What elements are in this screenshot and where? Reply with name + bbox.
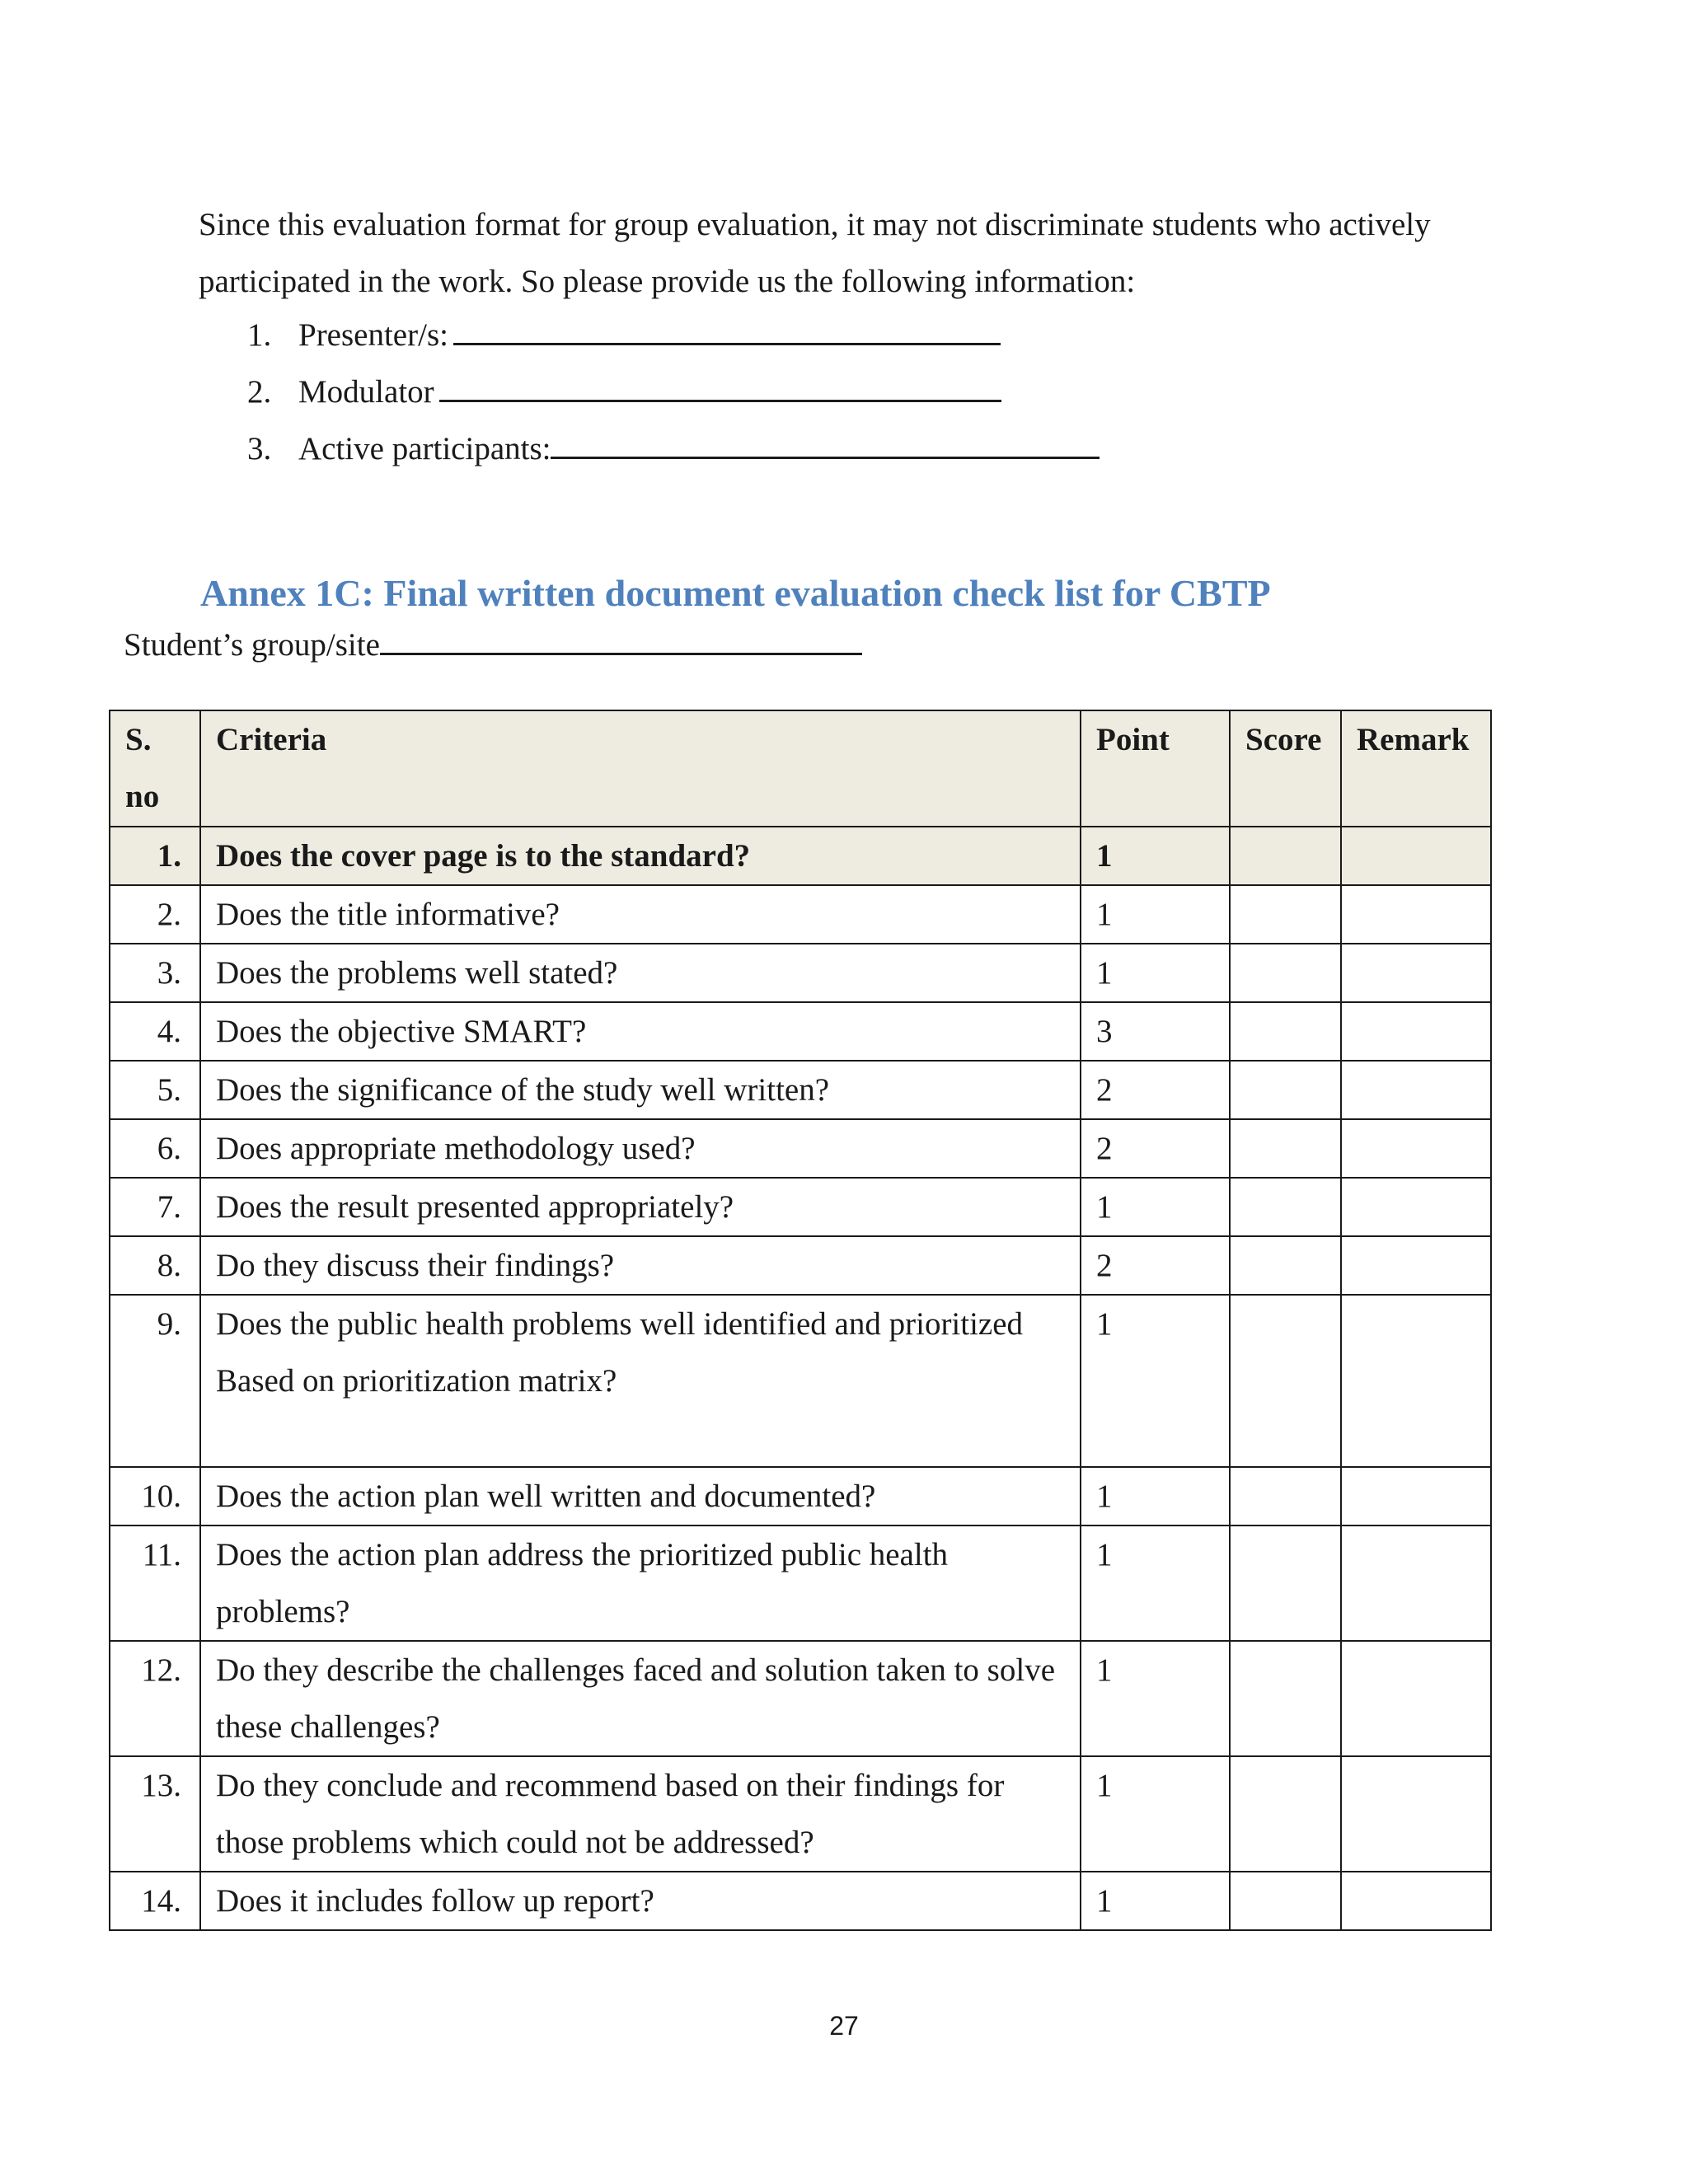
row-remark-cell[interactable] bbox=[1341, 1061, 1491, 1119]
row-number: 12. bbox=[110, 1641, 200, 1756]
row-score-cell[interactable] bbox=[1230, 1526, 1341, 1641]
list-number: 2. bbox=[247, 374, 272, 410]
table-header-row bbox=[110, 710, 1491, 827]
row-point: 1 bbox=[1081, 827, 1230, 885]
active-participants-label: Active participants: bbox=[298, 431, 551, 466]
presenter-label: Presenter/s: bbox=[298, 317, 448, 353]
table-row bbox=[110, 1178, 1491, 1236]
row-criteria: Does the result presented appropriately? bbox=[200, 1178, 1081, 1236]
row-remark-cell[interactable] bbox=[1341, 1295, 1491, 1467]
row-score-cell[interactable] bbox=[1230, 1236, 1341, 1295]
header-score: Score bbox=[1230, 710, 1341, 827]
row-remark-cell[interactable] bbox=[1341, 1467, 1491, 1526]
modulator-label: Modulator bbox=[298, 374, 434, 410]
row-number: 1. bbox=[110, 827, 200, 885]
row-remark-cell[interactable] bbox=[1341, 1119, 1491, 1178]
header-criteria: Criteria bbox=[200, 710, 1081, 827]
table-row bbox=[110, 885, 1491, 944]
row-criteria: Does the action plan address the prioritized public health problems? bbox=[200, 1526, 1081, 1641]
list-number: 1. bbox=[247, 317, 272, 353]
row-score-cell[interactable] bbox=[1230, 1872, 1341, 1930]
row-score-cell[interactable] bbox=[1230, 944, 1341, 1002]
row-number: 3. bbox=[110, 944, 200, 1002]
row-score-cell[interactable] bbox=[1230, 1467, 1341, 1526]
row-point: 1 bbox=[1081, 1526, 1230, 1641]
row-point: 2 bbox=[1081, 1119, 1230, 1178]
row-number: 7. bbox=[110, 1178, 200, 1236]
intro-paragraph: Since this evaluation format for group evaluation, it may not discriminate students who actively participated in the work. So please provide us the following information: bbox=[199, 207, 1431, 299]
table-row bbox=[110, 1119, 1491, 1178]
header-sno: S. no bbox=[110, 710, 200, 827]
row-criteria: Does the problems well stated? bbox=[200, 944, 1081, 1002]
table-row bbox=[110, 827, 1491, 885]
table-row bbox=[110, 1526, 1491, 1641]
row-criteria: Does the action plan well written and documented? bbox=[200, 1467, 1081, 1526]
row-point: 1 bbox=[1081, 944, 1230, 1002]
table-row bbox=[110, 1641, 1491, 1756]
row-remark-cell[interactable] bbox=[1341, 827, 1491, 885]
row-point: 3 bbox=[1081, 1002, 1230, 1061]
row-criteria: Does it includes follow up report? bbox=[200, 1872, 1081, 1930]
row-criteria: Does the significance of the study well written? bbox=[200, 1061, 1081, 1119]
group-site-blank bbox=[380, 623, 862, 655]
row-score-cell[interactable] bbox=[1230, 1756, 1341, 1872]
row-score-cell[interactable] bbox=[1230, 1002, 1341, 1061]
row-number: 4. bbox=[110, 1002, 200, 1061]
row-number: 14. bbox=[110, 1872, 200, 1930]
info-list bbox=[247, 307, 1100, 477]
row-number: 8. bbox=[110, 1236, 200, 1295]
row-criteria: Does appropriate methodology used? bbox=[200, 1119, 1081, 1178]
row-point: 1 bbox=[1081, 1467, 1230, 1526]
list-item bbox=[247, 363, 1100, 420]
table-row bbox=[110, 1061, 1491, 1119]
list-number: 3. bbox=[247, 431, 272, 466]
row-criteria: Do they conclude and recommend based on their findings for those problems which could not be addressed? bbox=[200, 1756, 1081, 1872]
list-item bbox=[247, 307, 1100, 363]
row-score-cell[interactable] bbox=[1230, 1119, 1341, 1178]
row-remark-cell[interactable] bbox=[1341, 1641, 1491, 1756]
row-point: 2 bbox=[1081, 1061, 1230, 1119]
table-row bbox=[110, 1236, 1491, 1295]
list-item bbox=[247, 420, 1100, 477]
table-row bbox=[110, 1756, 1491, 1872]
row-point: 1 bbox=[1081, 1756, 1230, 1872]
row-score-cell[interactable] bbox=[1230, 885, 1341, 944]
row-number: 11. bbox=[110, 1526, 200, 1641]
group-site-line bbox=[124, 623, 862, 663]
row-score-cell[interactable] bbox=[1230, 1641, 1341, 1756]
row-remark-cell[interactable] bbox=[1341, 885, 1491, 944]
table-row bbox=[110, 1295, 1491, 1467]
row-number: 2. bbox=[110, 885, 200, 944]
row-point: 1 bbox=[1081, 885, 1230, 944]
row-point: 1 bbox=[1081, 1872, 1230, 1930]
header-remark: Remark bbox=[1341, 710, 1491, 827]
row-number: 13. bbox=[110, 1756, 200, 1872]
modulator-blank bbox=[439, 370, 1001, 402]
active-participants-blank bbox=[551, 427, 1100, 459]
annex-title: Annex 1C: Final written document evaluation check list for CBTP bbox=[200, 572, 1271, 614]
row-remark-cell[interactable] bbox=[1341, 1002, 1491, 1061]
row-criteria: Does the cover page is to the standard? bbox=[200, 827, 1081, 885]
row-remark-cell[interactable] bbox=[1341, 944, 1491, 1002]
page-number: 27 bbox=[829, 2011, 859, 2041]
row-criteria: Does the public health problems well identified and prioritized Based on prioritization matrix? bbox=[200, 1295, 1081, 1467]
row-number: 10. bbox=[110, 1467, 200, 1526]
row-remark-cell[interactable] bbox=[1341, 1872, 1491, 1930]
row-criteria: Does the title informative? bbox=[200, 885, 1081, 944]
row-point: 1 bbox=[1081, 1641, 1230, 1756]
table-row bbox=[110, 1872, 1491, 1930]
evaluation-checklist-table bbox=[109, 710, 1492, 1931]
row-score-cell[interactable] bbox=[1230, 827, 1341, 885]
row-remark-cell[interactable] bbox=[1341, 1236, 1491, 1295]
row-number: 9. bbox=[110, 1295, 200, 1467]
row-remark-cell[interactable] bbox=[1341, 1178, 1491, 1236]
row-score-cell[interactable] bbox=[1230, 1295, 1341, 1467]
table-row bbox=[110, 944, 1491, 1002]
row-criteria: Do they describe the challenges faced and solution taken to solve these challenges? bbox=[200, 1641, 1081, 1756]
row-remark-cell[interactable] bbox=[1341, 1526, 1491, 1641]
row-score-cell[interactable] bbox=[1230, 1178, 1341, 1236]
row-point: 1 bbox=[1081, 1295, 1230, 1467]
header-point: Point bbox=[1081, 710, 1230, 827]
row-point: 1 bbox=[1081, 1178, 1230, 1236]
row-score-cell[interactable] bbox=[1230, 1061, 1341, 1119]
presenter-blank bbox=[453, 313, 1001, 345]
row-criteria: Does the objective SMART? bbox=[200, 1002, 1081, 1061]
table-row bbox=[110, 1467, 1491, 1526]
row-number: 5. bbox=[110, 1061, 200, 1119]
row-criteria: Do they discuss their findings? bbox=[200, 1236, 1081, 1295]
row-remark-cell[interactable] bbox=[1341, 1756, 1491, 1872]
row-number: 6. bbox=[110, 1119, 200, 1178]
group-site-label: Student’s group/site bbox=[124, 627, 380, 663]
table-row bbox=[110, 1002, 1491, 1061]
row-point: 2 bbox=[1081, 1236, 1230, 1295]
